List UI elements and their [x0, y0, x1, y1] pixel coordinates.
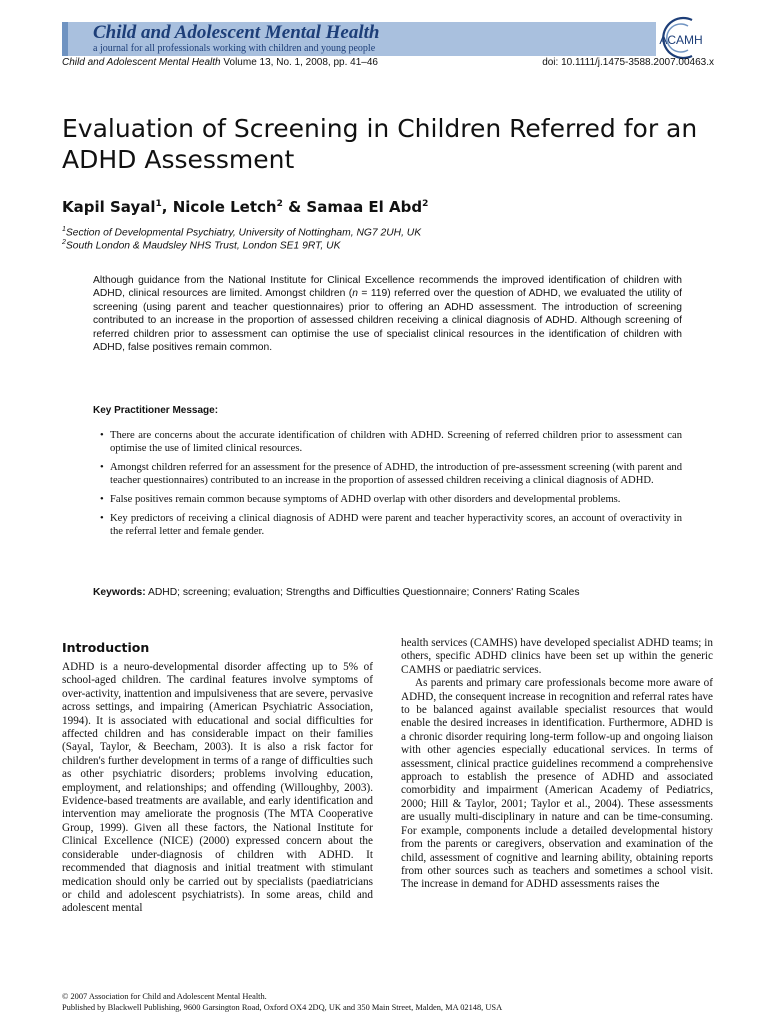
footer-copyright: © 2007 Association for Child and Adolescent Mental Health. — [62, 992, 267, 1001]
journal-title: Child and Adolescent Mental Health — [93, 22, 380, 43]
citation-line — [62, 57, 378, 68]
abstract-text: = 119) referred over the question of ADHD, we evaluated the utility of screening (using parent and teacher questionnaires) prior to offering an ADHD assessment. The introduction of screening contributed to an increase in the proportion of assessed children receiving a clinical diagnosis of ADHD. Although screening of referred children prior to assessment can optimise the use of specialist clinical resources in the identification of children with ADHD, false positives remain common. — [93, 288, 682, 354]
author-name: Samaa El Abd — [306, 198, 423, 216]
body-text-right-column — [401, 637, 713, 892]
body-paragraph: As parents and primary care professionals become more aware of ADHD, the consequent increase in recognition and referral rates have to be balanced against available specialist resources that would enable the desired increases in identification. Furthermore, ADHD is a chronic disorder requiring long-term follow-up and ongoing liaison with other agencies especially educational services. In terms of assessment, clinical practice guidelines recommend a comprehensive approach to establish the presence of ADHD and associated comorbidity and impairment (American Academy of Pediatrics, 2000; Hill & Taylor, 2001; Taylor et al., 2004). These assessments are usually multi-disciplinary in nature and can be time-consuming. For example, components include a detailed developmental history from the parents or caregivers, observation and examination of the child, assessment of cognitive and learning ability, obtaining reports from other sources such as teachers and sometimes a school visit. The increase in demand for ADHD assessments raises the — [401, 677, 713, 891]
logo-text: ACAMH — [659, 33, 703, 47]
citation-journal: Child and Adolescent Mental Health — [62, 57, 221, 68]
body-text-left-column: ADHD is a neuro-developmental disorder affecting up to 5% of school-aged children. The cardinal features involve symptoms of over-activity, inattention and impulsiveness that are severe, pervasive across settings, and impairing (American Psychiatric Association, 1994). It is associated with educational and social difficulties for affected children and has considerable impact on their families (Sayal, Taylor, & Beecham, 2003). It is also a risk factor for children's further development in terms of a range of difficulties such as other psychiatric disorders; problems involving education, employment, and relationships; and offending (Willoughby, 2003). Evidence-based treatments are available, and early identification and intervention may ameliorate the prognosis (The MTA Cooperative Group, 1999). Given all these factors, the National Institute for Clinical Excellence (NICE) (2000) expressed concern about the considerable under-diagnosis of children with ADHD. It recommended that diagnosis and initial treatment with stimulant medication should only be carried out by specialists (paediatricians or child and adolescent psychiatrists). In some areas, child and adolescent mental — [62, 661, 373, 915]
affiliation-number: 1 — [62, 226, 66, 233]
doi: doi: 10.1111/j.1475-3588.2007.00463.x — [542, 57, 714, 68]
author-name: Nicole Letch — [172, 198, 277, 216]
keywords — [93, 587, 693, 598]
affiliation-text: South London & Maudsley NHS Trust, London SE1 9RT, UK — [65, 240, 341, 252]
author-affiliation-mark: 2 — [276, 199, 283, 209]
article-title: Evaluation of Screening in Children Referred for an ADHD Assessment — [62, 114, 698, 174]
key-message-heading: Key Practitioner Message: — [93, 405, 219, 416]
key-message-item: • Amongst children referred for an assessment for the presence of ADHD, the introduction of pre-assessment screening (with parent and teacher questionnaires) contributed to an increase in the proportion of assessed children receiving a clinical diagnosis of ADHD. — [93, 461, 682, 487]
citation-details: Volume 13, No. 1, 2008, pp. 41–46 — [220, 57, 378, 68]
affiliation — [62, 226, 421, 238]
author-name: Kapil Sayal — [62, 198, 156, 216]
keywords-text: ADHD; screening; evaluation; Strengths and Difficulties Questionnaire; Conners' Rating Scales — [145, 587, 580, 598]
acamh-logo — [650, 14, 712, 62]
key-message-item: • Key predictors of receiving a clinical diagnosis of ADHD were parent and teacher hyperactivity scores, an account of overactivity in the referral letter and female gender. — [93, 512, 682, 538]
abstract — [93, 274, 682, 354]
abstract-text: Although guidance from the National Institute for Clinical Excellence recommends the improved identification of children with ADHD, clinical resources are limited. Amongst children ( — [93, 275, 682, 300]
footer-publisher: Published by Blackwell Publishing, 9600 Garsington Road, Oxford OX4 2DQ, UK and 350 Main Street, Malden, MA 02148, USA — [62, 1003, 503, 1012]
affiliation-text: Section of Developmental Psychiatry, University of Nottingham, NG7 2UH, UK — [65, 227, 422, 239]
affiliation — [62, 239, 340, 251]
affiliation-number: 2 — [62, 239, 66, 246]
keywords-label: Keywords: — [93, 587, 146, 598]
author-affiliation-mark: 2 — [422, 199, 429, 209]
author-separator: , — [161, 198, 173, 216]
sample-size-variable: n — [352, 288, 358, 300]
key-message-list — [93, 429, 682, 544]
key-message-item: • There are concerns about the accurate identification of children with ADHD. Screening of referred children prior to assessment can optimise the use of limited clinical resources. — [93, 429, 682, 455]
author-affiliation-mark: 1 — [155, 199, 162, 209]
key-message-item: • False positives remain common because symptoms of ADHD overlap with other disorders and developmental problems. — [93, 493, 682, 506]
author-separator: & — [282, 198, 307, 216]
body-paragraph: health services (CAMHS) have developed specialist ADHD teams; in others, specific ADHD clinics have been set up within the generic CAMHS or paediatric services. — [401, 637, 713, 676]
journal-tagline: a journal for all professionals working with children and young people — [93, 43, 376, 54]
author-list — [62, 198, 428, 216]
section-heading-introduction: Introduction — [62, 640, 150, 655]
